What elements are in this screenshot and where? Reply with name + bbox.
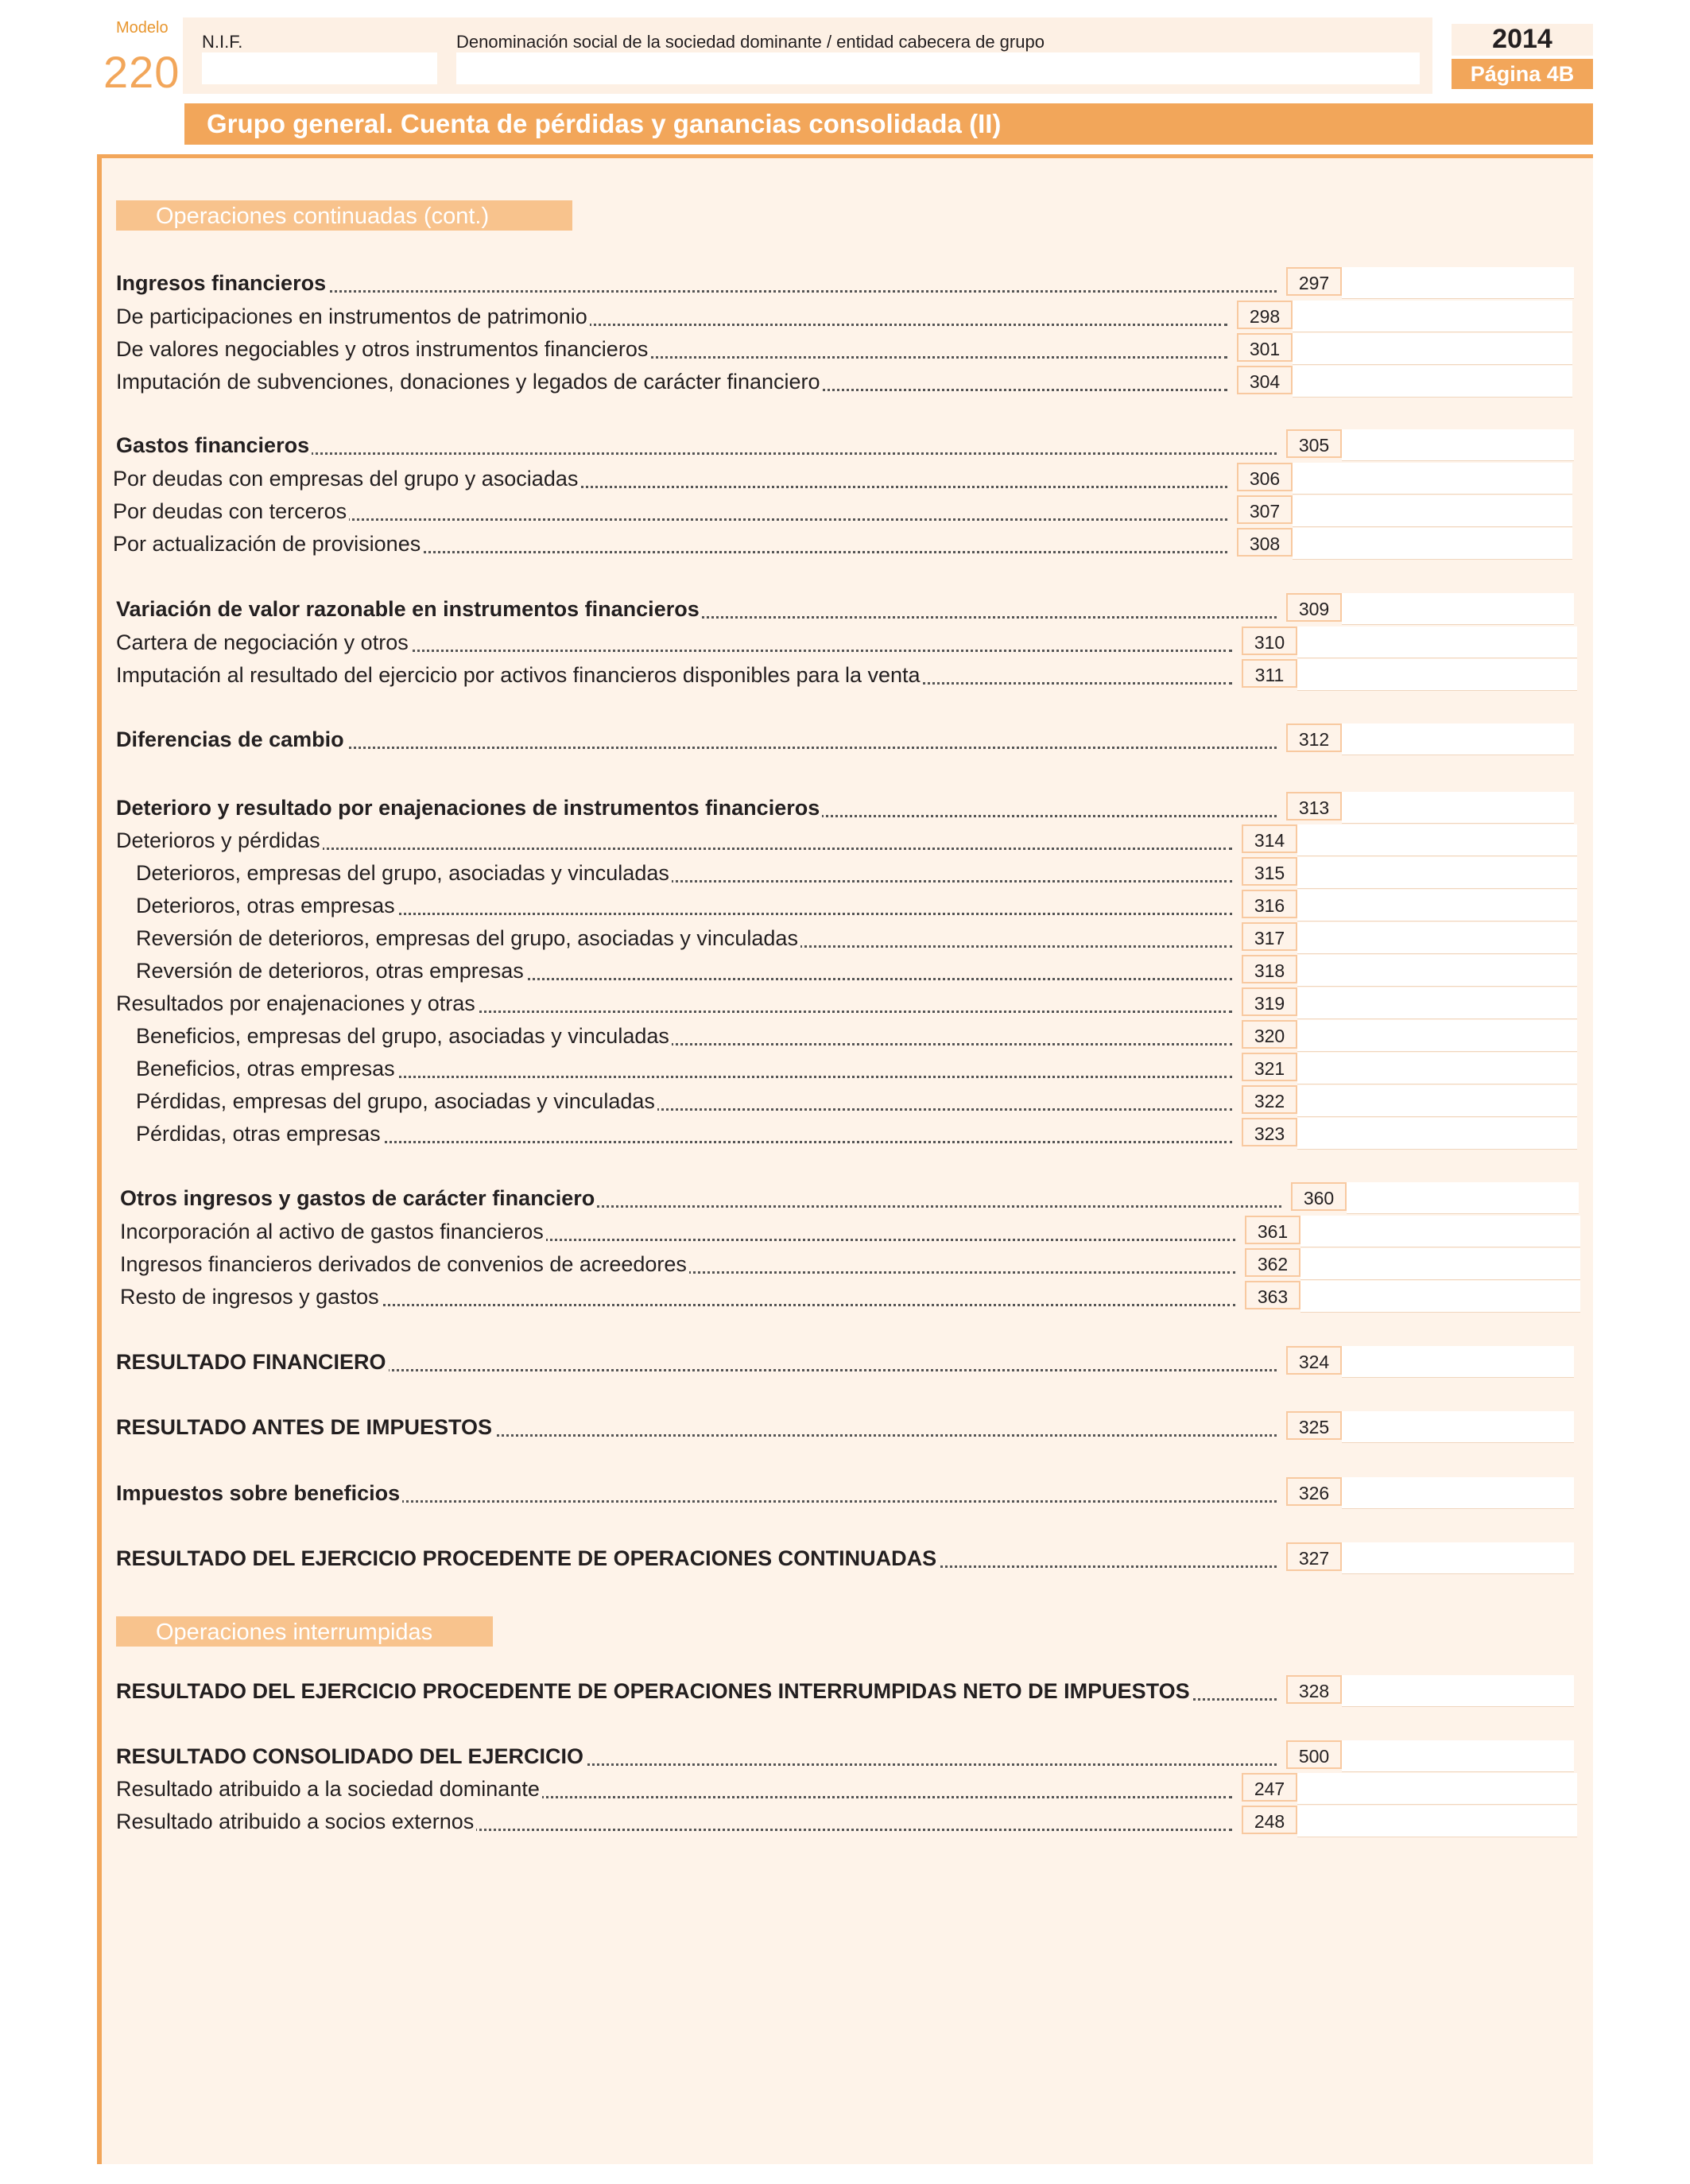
amount-field-319[interactable] — [1297, 987, 1577, 1019]
amount-field-316[interactable] — [1297, 890, 1577, 921]
denominacion-label: Denominación social de la sociedad dominante / entidad cabecera de grupo — [456, 32, 1045, 52]
row-label: Resto de ingresos y gastos — [120, 1285, 382, 1309]
row-label: Gastos financieros — [116, 433, 312, 458]
box-code: 313 — [1286, 792, 1342, 820]
box-code: 298 — [1237, 301, 1293, 329]
row-label: Resultado atribuido a la sociedad dominante — [116, 1777, 542, 1802]
amount-field-248[interactable] — [1297, 1806, 1577, 1837]
amount-field-322[interactable] — [1297, 1085, 1577, 1117]
amount-field-306[interactable] — [1293, 463, 1572, 495]
row-label: Cartera de negociación y otros — [116, 630, 411, 655]
box-code: 318 — [1242, 955, 1297, 983]
box-code: 321 — [1242, 1053, 1297, 1081]
row-label: RESULTADO DEL EJERCICIO PROCEDENTE DE OPERACIONES CONTINUADAS — [116, 1546, 939, 1571]
amount-field-362[interactable] — [1300, 1248, 1580, 1280]
modelo-number: 220 — [103, 47, 180, 97]
year-label: 2014 — [1452, 24, 1593, 56]
box-code: 360 — [1291, 1182, 1347, 1211]
row-label: Variación de valor razonable en instrumentos financieros — [116, 597, 702, 622]
row-label: Pérdidas, otras empresas — [136, 1122, 383, 1146]
box-code: 310 — [1242, 626, 1297, 655]
amount-field-313[interactable] — [1342, 792, 1574, 824]
box-code: 328 — [1286, 1675, 1342, 1704]
box-code: 363 — [1245, 1281, 1300, 1309]
row-label: Reversión de deterioros, otras empresas — [136, 959, 526, 983]
nif-label: N.I.F. — [202, 32, 243, 52]
row-label: Deterioros, otras empresas — [136, 894, 397, 918]
amount-field-308[interactable] — [1293, 528, 1572, 560]
box-code: 324 — [1286, 1346, 1342, 1375]
box-code: 320 — [1242, 1020, 1297, 1049]
row-label: Deterioros y pérdidas — [116, 828, 323, 853]
row-label: Resultado atribuido a socios externos — [116, 1810, 476, 1834]
section-operaciones-interrumpidas: Operaciones interrumpidas — [116, 1616, 493, 1647]
box-code: 326 — [1286, 1477, 1342, 1506]
amount-field-301[interactable] — [1293, 333, 1572, 365]
box-code: 323 — [1242, 1118, 1297, 1146]
row-label: Diferencias de cambio — [116, 727, 347, 752]
box-code: 297 — [1286, 267, 1342, 296]
box-code: 311 — [1242, 659, 1297, 688]
box-code: 301 — [1237, 333, 1293, 362]
amount-field-360[interactable] — [1347, 1182, 1579, 1214]
row-label: Beneficios, empresas del grupo, asociadas y vinculadas — [136, 1024, 672, 1049]
box-code: 307 — [1237, 495, 1293, 524]
box-code: 304 — [1237, 366, 1293, 394]
amount-field-305[interactable] — [1342, 429, 1574, 461]
row-label: Imputación de subvenciones, donaciones y legados de carácter financiero — [116, 370, 823, 394]
amount-field-298[interactable] — [1293, 301, 1572, 332]
box-code: 248 — [1242, 1806, 1297, 1834]
nif-input[interactable] — [202, 52, 437, 84]
denominacion-input[interactable] — [456, 52, 1420, 84]
row-label: RESULTADO FINANCIERO — [116, 1350, 389, 1375]
amount-field-311[interactable] — [1297, 659, 1577, 691]
box-code: 247 — [1242, 1773, 1297, 1802]
box-code: 312 — [1286, 723, 1342, 752]
page-title: Grupo general. Cuenta de pérdidas y ganancias consolidada (II) — [184, 103, 1593, 145]
row-label: RESULTADO ANTES DE IMPUESTOS — [116, 1415, 494, 1440]
page-number-tab: Página 4B — [1452, 59, 1593, 89]
row-label: De participaciones en instrumentos de patrimonio — [116, 305, 590, 329]
row-label: Ingresos financieros — [116, 271, 328, 296]
amount-field-324[interactable] — [1342, 1346, 1574, 1378]
box-code: 322 — [1242, 1085, 1297, 1114]
amount-field-310[interactable] — [1297, 626, 1577, 658]
box-code: 362 — [1245, 1248, 1300, 1277]
row-label: Reversión de deterioros, empresas del grupo, asociadas y vinculadas — [136, 926, 800, 951]
box-code: 305 — [1286, 429, 1342, 458]
box-code: 500 — [1286, 1740, 1342, 1769]
amount-field-318[interactable] — [1297, 955, 1577, 987]
row-label: Incorporación al activo de gastos financieros — [120, 1220, 546, 1244]
row-label: RESULTADO DEL EJERCICIO PROCEDENTE DE OPERACIONES INTERRUMPIDAS NETO DE IMPUESTOS — [116, 1679, 1192, 1704]
row-label: Imputación al resultado del ejercicio por activos financieros disponibles para la venta — [116, 663, 923, 688]
amount-field-312[interactable] — [1342, 723, 1574, 755]
amount-field-247[interactable] — [1297, 1773, 1577, 1805]
row-label: Deterioros, empresas del grupo, asociadas y vinculadas — [136, 861, 672, 886]
row-label: Pérdidas, empresas del grupo, asociadas y vinculadas — [136, 1089, 657, 1114]
box-code: 325 — [1286, 1411, 1342, 1440]
amount-field-320[interactable] — [1297, 1020, 1577, 1052]
amount-field-323[interactable] — [1297, 1118, 1577, 1150]
row-label: Impuestos sobre beneficios — [116, 1481, 402, 1506]
amount-field-297[interactable] — [1342, 267, 1574, 299]
amount-field-304[interactable] — [1293, 366, 1572, 398]
box-code: 317 — [1242, 922, 1297, 951]
row-label: Beneficios, otras empresas — [136, 1057, 397, 1081]
row-label: Otros ingresos y gastos de carácter financiero — [120, 1186, 597, 1211]
amount-field-361[interactable] — [1300, 1216, 1580, 1247]
amount-field-328[interactable] — [1342, 1675, 1574, 1707]
box-code: 319 — [1242, 987, 1297, 1016]
amount-field-315[interactable] — [1297, 857, 1577, 889]
row-label: Deterioro y resultado por enajenaciones de instrumentos financieros — [116, 796, 822, 820]
amount-field-325[interactable] — [1342, 1411, 1574, 1443]
row-label: RESULTADO CONSOLIDADO DEL EJERCICIO — [116, 1744, 586, 1769]
row-label: De valores negociables y otros instrumentos financieros — [116, 337, 650, 362]
amount-field-317[interactable] — [1297, 922, 1577, 954]
amount-field-309[interactable] — [1342, 593, 1574, 625]
box-code: 327 — [1286, 1542, 1342, 1571]
box-code: 309 — [1286, 593, 1342, 622]
section-operaciones-continuadas: Operaciones continuadas (cont.) — [116, 200, 572, 231]
row-label: Por actualización de provisiones — [113, 532, 423, 557]
amount-field-314[interactable] — [1297, 824, 1577, 856]
box-code: 316 — [1242, 890, 1297, 918]
amount-field-307[interactable] — [1293, 495, 1572, 527]
amount-field-321[interactable] — [1297, 1053, 1577, 1084]
row-label: Resultados por enajenaciones y otras — [116, 991, 478, 1016]
modelo-label: Modelo — [116, 19, 169, 37]
box-code: 361 — [1245, 1216, 1300, 1244]
amount-field-363[interactable] — [1300, 1281, 1580, 1313]
amount-field-326[interactable] — [1342, 1477, 1574, 1509]
row-label: Ingresos financieros derivados de convenios de acreedores — [120, 1252, 689, 1277]
box-code: 314 — [1242, 824, 1297, 853]
box-code: 308 — [1237, 528, 1293, 557]
amount-field-327[interactable] — [1342, 1542, 1574, 1574]
box-code: 315 — [1242, 857, 1297, 886]
row-label: Por deudas con terceros — [113, 499, 349, 524]
box-code: 306 — [1237, 463, 1293, 491]
amount-field-500[interactable] — [1342, 1740, 1574, 1772]
row-label: Por deudas con empresas del grupo y asociadas — [113, 467, 580, 491]
